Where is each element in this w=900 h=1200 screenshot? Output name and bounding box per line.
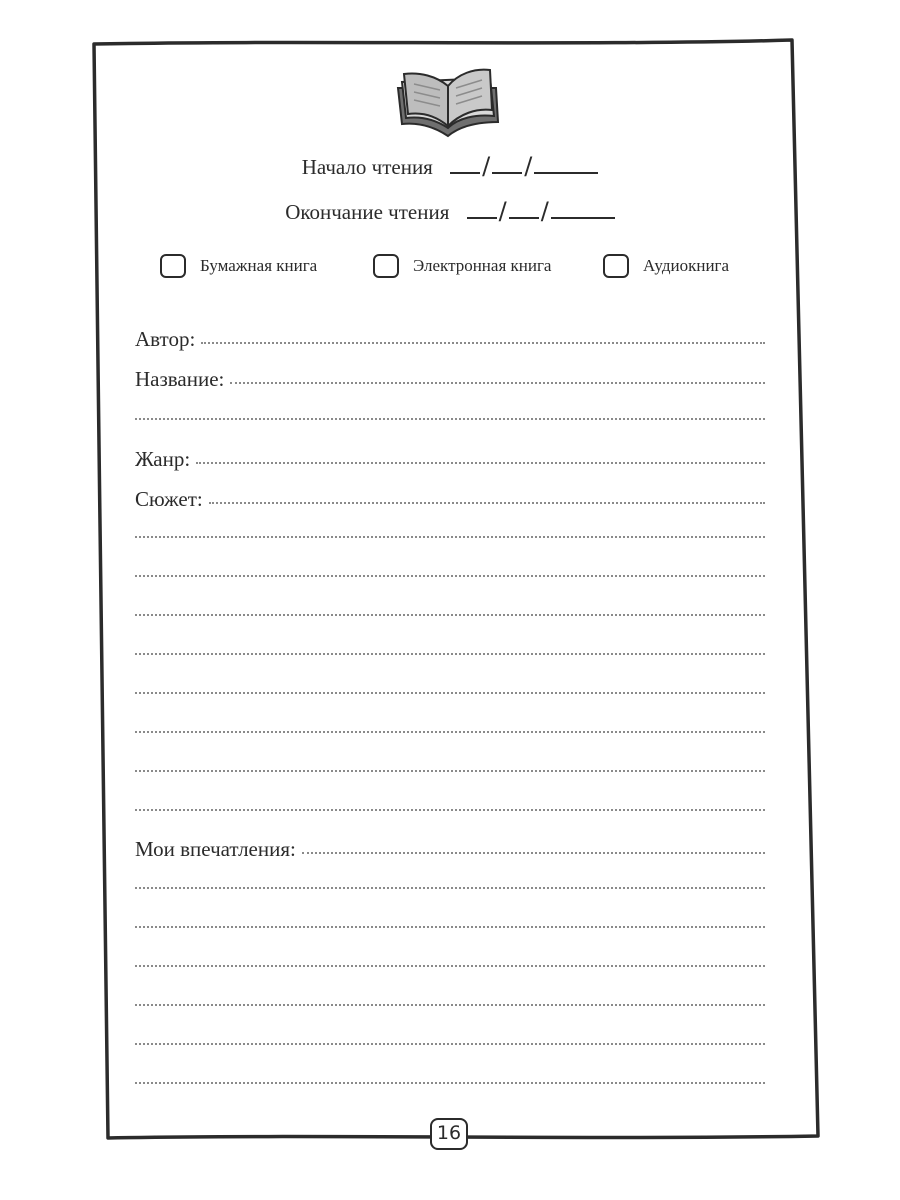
day-blank[interactable]	[450, 154, 480, 174]
plot-line[interactable]	[135, 575, 765, 577]
plot-line[interactable]	[209, 502, 765, 504]
genre-label: Жанр:	[135, 447, 191, 471]
checkbox-icon[interactable]	[373, 254, 399, 278]
plot-field[interactable]	[135, 480, 765, 510]
title-line[interactable]	[230, 382, 765, 384]
format-paper-option[interactable]	[160, 254, 317, 278]
impressions-line[interactable]	[135, 1004, 765, 1006]
reading-end-date-field[interactable]	[467, 197, 615, 225]
year-blank[interactable]	[551, 199, 615, 219]
impressions-label: Мои впечатления:	[135, 837, 296, 861]
reading-start-date-field[interactable]	[450, 152, 598, 180]
format-audiobook-label: Аудиокнига	[643, 256, 730, 275]
genre-field[interactable]	[135, 440, 765, 470]
title-label: Название:	[135, 367, 225, 391]
checkbox-icon[interactable]	[603, 254, 629, 278]
reading-end-label: Окончание чтения	[285, 200, 450, 224]
date-separator: /	[540, 197, 549, 225]
checkbox-icon[interactable]	[160, 254, 186, 278]
reading-start-label: Начало чтения	[301, 155, 433, 179]
format-ebook-option[interactable]	[373, 254, 551, 278]
date-separator: /	[524, 152, 533, 180]
impressions-field[interactable]	[135, 830, 765, 860]
title-field[interactable]	[135, 360, 765, 390]
impressions-line[interactable]	[135, 1082, 765, 1084]
format-paper-label: Бумажная книга	[200, 256, 318, 275]
impressions-line[interactable]	[135, 1043, 765, 1045]
date-separator: /	[482, 152, 491, 180]
reading-start-row	[0, 152, 900, 180]
open-book-icon	[392, 62, 504, 142]
author-field[interactable]	[135, 320, 765, 350]
reading-end-row	[0, 197, 900, 225]
impressions-line[interactable]	[302, 852, 765, 854]
impressions-line[interactable]	[135, 965, 765, 967]
plot-line[interactable]	[135, 692, 765, 694]
plot-line[interactable]	[135, 770, 765, 772]
plot-line[interactable]	[135, 731, 765, 733]
month-blank[interactable]	[492, 154, 522, 174]
date-separator: /	[498, 197, 507, 225]
year-blank[interactable]	[534, 154, 598, 174]
plot-label: Сюжет:	[135, 487, 203, 511]
title-extra-line[interactable]	[135, 418, 765, 420]
plot-line[interactable]	[135, 809, 765, 811]
plot-line[interactable]	[135, 653, 765, 655]
book-format-options	[0, 254, 900, 286]
plot-line[interactable]	[135, 536, 765, 538]
author-line[interactable]	[201, 342, 765, 344]
day-blank[interactable]	[467, 199, 497, 219]
author-label: Автор:	[135, 327, 196, 351]
format-audiobook-option[interactable]	[603, 254, 729, 278]
page-number: 16	[430, 1118, 468, 1150]
month-blank[interactable]	[509, 199, 539, 219]
impressions-line[interactable]	[135, 926, 765, 928]
impressions-line[interactable]	[135, 887, 765, 889]
plot-line[interactable]	[135, 614, 765, 616]
format-ebook-label: Электронная книга	[413, 256, 552, 275]
genre-line[interactable]	[196, 462, 765, 464]
